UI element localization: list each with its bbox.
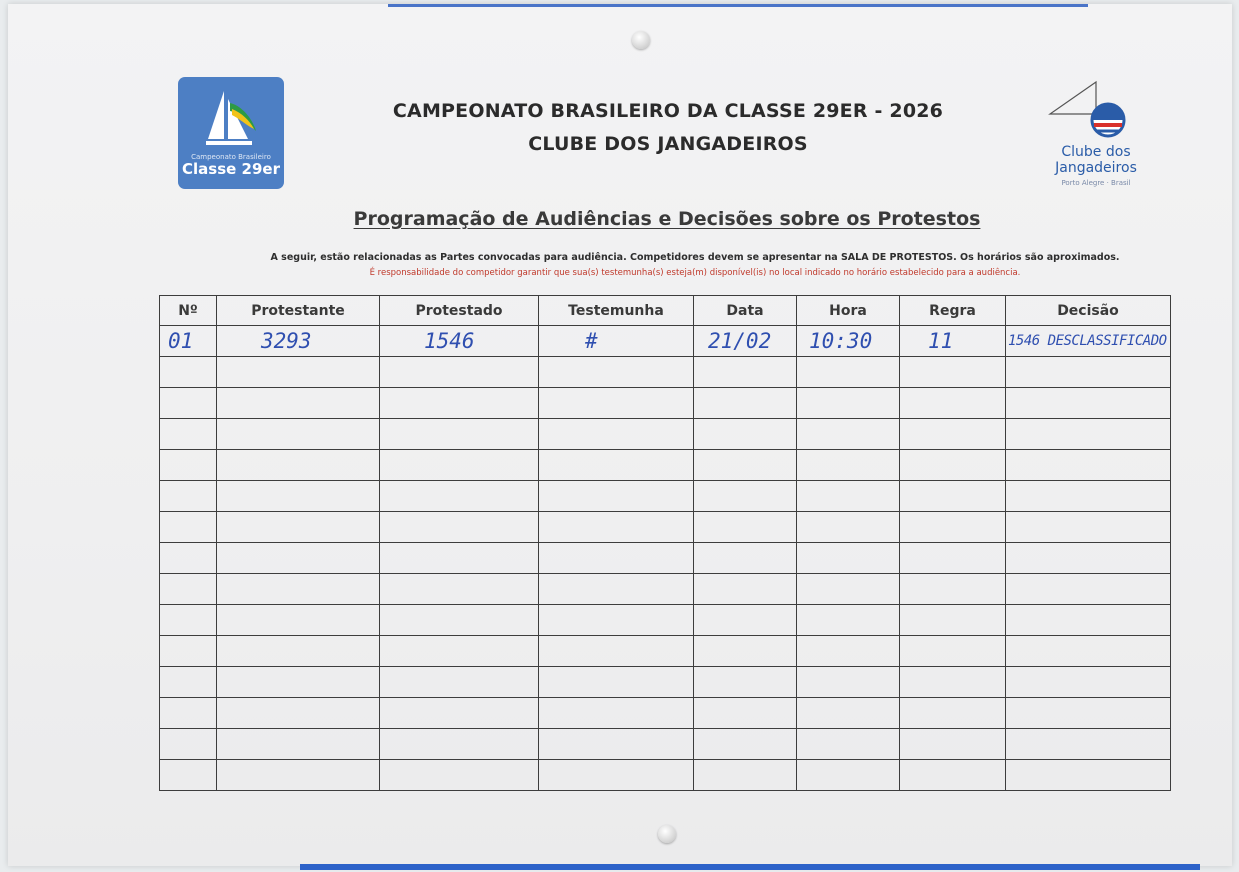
empty-cell: [797, 388, 900, 419]
cell-data: 21/02: [694, 326, 797, 357]
empty-cell: [1006, 760, 1171, 791]
empty-cell: [694, 357, 797, 388]
logo-big-text: Classe 29er: [182, 160, 280, 178]
empty-cell: [797, 760, 900, 791]
empty-cell: [1006, 605, 1171, 636]
empty-cell: [694, 667, 797, 698]
empty-cell: [539, 512, 694, 543]
table-row-empty: [160, 605, 1171, 636]
empty-cell: [694, 388, 797, 419]
empty-cell: [380, 419, 539, 450]
empty-cell: [217, 574, 380, 605]
empty-cell: [539, 481, 694, 512]
empty-cell: [160, 667, 217, 698]
empty-cell: [797, 481, 900, 512]
empty-cell: [539, 760, 694, 791]
empty-cell: [900, 574, 1006, 605]
table-row: [160, 326, 1171, 357]
empty-cell: [797, 419, 900, 450]
empty-cell: [160, 605, 217, 636]
cell-hora: 10:30: [797, 326, 900, 357]
col-header-protestado: Protestado: [380, 296, 539, 326]
empty-cell: [380, 574, 539, 605]
empty-cell: [217, 543, 380, 574]
empty-cell: [797, 450, 900, 481]
empty-cell: [694, 450, 797, 481]
table-row-empty: [160, 357, 1171, 388]
table-row-empty: [160, 760, 1171, 791]
empty-cell: [160, 450, 217, 481]
empty-cell: [1006, 419, 1171, 450]
instructions-text: A seguir, estão relacionadas as Partes convocadas para audiência. Competidores devem se apresentar na SALA DE PROTESTOS. Os horários são aproximados.: [270, 252, 1120, 263]
empty-cell: [160, 729, 217, 760]
empty-cell: [539, 574, 694, 605]
empty-cell: [380, 698, 539, 729]
empty-cell: [1006, 667, 1171, 698]
club-location: Porto Alegre · Brasil: [1061, 179, 1131, 187]
empty-cell: [900, 729, 1006, 760]
empty-cell: [217, 481, 380, 512]
empty-cell: [539, 636, 694, 667]
empty-cell: [694, 543, 797, 574]
empty-cell: [694, 512, 797, 543]
empty-cell: [160, 357, 217, 388]
empty-cell: [539, 543, 694, 574]
empty-cell: [380, 357, 539, 388]
cell-decisao: 1546 DESCLASSIFICADO: [1006, 326, 1171, 357]
col-header-data: Data: [694, 296, 797, 326]
empty-cell: [217, 760, 380, 791]
empty-cell: [539, 667, 694, 698]
table-row-empty: [160, 388, 1171, 419]
empty-cell: [217, 667, 380, 698]
col-header-numero: Nº: [160, 296, 217, 326]
empty-cell: [900, 667, 1006, 698]
empty-cell: [1006, 388, 1171, 419]
empty-cell: [217, 698, 380, 729]
empty-cell: [1006, 574, 1171, 605]
club-name: [1040, 144, 1152, 176]
empty-cell: [900, 636, 1006, 667]
empty-cell: [797, 698, 900, 729]
table-row-empty: [160, 543, 1171, 574]
empty-cell: [900, 512, 1006, 543]
cell-testemunha: #: [539, 326, 694, 357]
empty-cell: [900, 419, 1006, 450]
empty-cell: [380, 388, 539, 419]
club-name-line1: Clube dos: [1061, 144, 1131, 160]
cell-regra: 11: [900, 326, 1006, 357]
thumbtack-icon: [632, 31, 650, 49]
logo-small-text: Campeonato Brasileiro: [191, 153, 271, 161]
empty-cell: [900, 450, 1006, 481]
section-title: Programação de Audiências e Decisões sobre os Protestos: [353, 208, 981, 230]
col-header-hora: Hora: [797, 296, 900, 326]
thumbtack-icon: [658, 825, 676, 843]
empty-cell: [539, 357, 694, 388]
empty-cell: [380, 636, 539, 667]
table-row-empty: [160, 667, 1171, 698]
empty-cell: [694, 419, 797, 450]
table-row-empty: [160, 481, 1171, 512]
empty-cell: [539, 388, 694, 419]
empty-cell: [1006, 512, 1171, 543]
empty-cell: [1006, 357, 1171, 388]
empty-cell: [797, 636, 900, 667]
table-row-empty: [160, 419, 1171, 450]
empty-cell: [160, 388, 217, 419]
empty-cell: [797, 667, 900, 698]
empty-cell: [797, 574, 900, 605]
empty-cell: [694, 481, 797, 512]
empty-cell: [217, 357, 380, 388]
empty-cell: [797, 729, 900, 760]
empty-cell: [217, 388, 380, 419]
empty-cell: [380, 605, 539, 636]
empty-cell: [380, 512, 539, 543]
empty-cell: [380, 481, 539, 512]
empty-cell: [1006, 450, 1171, 481]
table-row-empty: [160, 574, 1171, 605]
col-header-decisao: Decisão: [1006, 296, 1171, 326]
table-header-row: [160, 296, 1171, 326]
empty-cell: [1006, 481, 1171, 512]
empty-cell: [217, 729, 380, 760]
empty-cell: [1006, 543, 1171, 574]
empty-cell: [217, 419, 380, 450]
col-header-testemunha: Testemunha: [539, 296, 694, 326]
empty-cell: [380, 729, 539, 760]
col-header-protestante: Protestante: [217, 296, 380, 326]
page-title-club: CLUBE DOS JANGADEIROS: [528, 133, 808, 155]
table-row-empty: [160, 636, 1171, 667]
jangada-sail-icon: [1042, 78, 1128, 144]
classe-29er-logo: [178, 77, 284, 189]
empty-cell: [797, 543, 900, 574]
empty-cell: [380, 543, 539, 574]
col-header-regra: Regra: [900, 296, 1006, 326]
empty-cell: [160, 512, 217, 543]
empty-cell: [380, 760, 539, 791]
empty-cell: [160, 481, 217, 512]
empty-cell: [1006, 729, 1171, 760]
empty-cell: [694, 636, 797, 667]
background-edge: [300, 864, 1200, 870]
empty-cell: [900, 481, 1006, 512]
empty-cell: [1006, 698, 1171, 729]
cell-numero: 01: [160, 326, 217, 357]
cell-protestante: 3293: [217, 326, 380, 357]
empty-cell: [1006, 636, 1171, 667]
cell-protestado: 1546: [380, 326, 539, 357]
empty-cell: [160, 636, 217, 667]
empty-cell: [900, 357, 1006, 388]
empty-cell: [900, 388, 1006, 419]
empty-cell: [380, 667, 539, 698]
sailboat-icon: [200, 87, 262, 151]
empty-cell: [900, 698, 1006, 729]
empty-cell: [900, 760, 1006, 791]
empty-cell: [217, 450, 380, 481]
clube-jangadeiros-logo: [1040, 78, 1158, 198]
empty-cell: [160, 698, 217, 729]
empty-cell: [539, 450, 694, 481]
empty-cell: [694, 574, 797, 605]
empty-cell: [539, 729, 694, 760]
empty-cell: [160, 419, 217, 450]
responsibility-note: É responsabilidade do competidor garantir que sua(s) testemunha(s) esteja(m) disponível(is) no local indicado no horário estabelecido para a audiência.: [369, 268, 1021, 278]
empty-cell: [900, 605, 1006, 636]
empty-cell: [694, 698, 797, 729]
club-name-line2: Jangadeiros: [1055, 160, 1137, 176]
empty-cell: [217, 512, 380, 543]
empty-cell: [160, 760, 217, 791]
table-row-empty: [160, 729, 1171, 760]
empty-cell: [694, 605, 797, 636]
empty-cell: [160, 543, 217, 574]
empty-cell: [797, 605, 900, 636]
empty-cell: [900, 543, 1006, 574]
table-row-empty: [160, 512, 1171, 543]
page-title: CAMPEONATO BRASILEIRO DA CLASSE 29ER - 2026: [392, 100, 944, 122]
empty-cell: [160, 574, 217, 605]
empty-cell: [694, 729, 797, 760]
empty-cell: [217, 636, 380, 667]
paper-edge: [388, 4, 1088, 7]
empty-cell: [797, 512, 900, 543]
hearing-schedule-table: [159, 295, 1171, 791]
empty-cell: [380, 450, 539, 481]
empty-cell: [694, 760, 797, 791]
empty-cell: [797, 357, 900, 388]
table-row-empty: [160, 450, 1171, 481]
empty-cell: [539, 698, 694, 729]
empty-cell: [217, 605, 380, 636]
table-row-empty: [160, 698, 1171, 729]
empty-cell: [539, 605, 694, 636]
empty-cell: [539, 419, 694, 450]
